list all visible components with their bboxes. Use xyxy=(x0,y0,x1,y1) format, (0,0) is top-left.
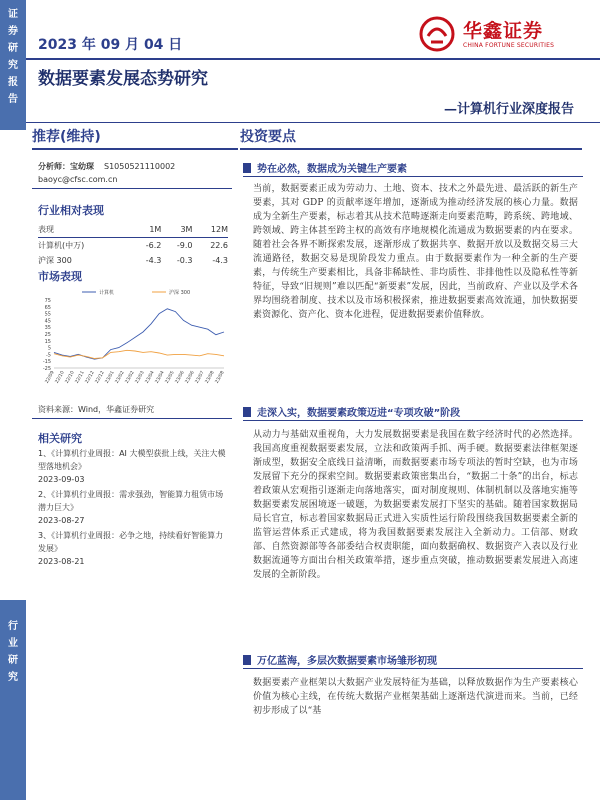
analyst-cert: S1050521110002 xyxy=(104,162,176,171)
point-heading-3: 万亿蓝海，多层次数据要素市场雏形初现 xyxy=(243,652,437,667)
legend-label: 计算机 xyxy=(99,290,115,296)
performance-table xyxy=(38,222,228,268)
x-tick-label: 23/03 xyxy=(134,370,146,385)
point-heading-1: 势在必然，数据成为关键生产要素 xyxy=(243,160,407,175)
side-label-top: 证 券 研 究 报 告 xyxy=(8,9,18,105)
table-cell: -4.3 xyxy=(212,256,228,265)
bullet-square-icon xyxy=(243,655,251,665)
table-cell: 沪深 300 xyxy=(38,256,72,265)
logo-text-cn: 华鑫证券 xyxy=(463,20,544,42)
market-title: 市场表现 xyxy=(38,270,82,283)
report-date: 2023 年 09 月 04 日 xyxy=(38,37,183,53)
related-item-date: 2023-08-21 xyxy=(38,557,85,566)
table-cell: -4.3 xyxy=(145,256,162,265)
col-header: 3M xyxy=(161,222,192,238)
x-tick-label: 23/01 xyxy=(104,370,116,385)
y-tick-label: 35 xyxy=(44,325,51,332)
bullet-square-icon xyxy=(243,163,251,173)
related-item[interactable] xyxy=(38,447,228,486)
table-cell: -0.3 xyxy=(176,256,193,265)
related-item-date: 2023-08-27 xyxy=(38,516,85,525)
legend-label: 沪深 300 xyxy=(169,290,191,296)
table-cell: 22.6 xyxy=(210,241,228,250)
table-cell: -6.2 xyxy=(145,241,162,250)
invest-title: 投资要点 xyxy=(240,129,296,145)
y-tick-label: 25 xyxy=(44,332,51,338)
related-title: 相关研究 xyxy=(38,432,82,445)
rating-underline xyxy=(32,148,238,150)
x-tick-label: 22/12 xyxy=(84,370,96,385)
point-body-2: 从动力与基础双重视角，大力发展数据要素是我国在数字经济时代的必然选择。我国高度重视数据要素发展，立法和政策两手抓、两手硬。数据要素法律框架逐渐成型，数据安全底线日益清晰，而数据要素市场专项法的暂时空缺，也为市场发展留下充分的探索空间。数据要素政策密集出台，“数据二十条”的出台，标志着政策从宏观指引逐渐走向落地落实，面对制度规则、体制机制以及落地实施等数据要素发展困境逐一破题，为数据要素发展打下坚实的基础。随着国家数据局局长官宣，标志着国家数据局正式进入实质性运行阶段围绕我国数据要素全新的监管运营体系正式建成，将为我国数据要素发展注入全新动力。工信部、财政部、自然资源部等各部委结合权责职能，面向数据确权、数据资产入表以及行业数据流通等方面出台相关政策举措，逐步重点突破，推动数据要素发展进入高速发展的全新阶段。 xyxy=(253,430,578,580)
analyst-name: 分析师：宝幼琛 xyxy=(38,162,94,171)
table-row xyxy=(38,253,228,268)
col-header: 1M xyxy=(130,222,161,238)
analyst-email[interactable]: baoyc@cfsc.com.cn xyxy=(38,175,118,184)
x-tick-label: 23/04 xyxy=(144,370,156,385)
y-tick-label: 75 xyxy=(44,298,51,304)
col-header: 表现 xyxy=(38,222,130,238)
related-list xyxy=(38,447,228,570)
x-tick-label: 23/06 xyxy=(174,370,186,385)
y-tick-label: 65 xyxy=(44,304,51,311)
chart-divider xyxy=(32,418,232,419)
x-tick-label: 22/09 xyxy=(44,370,56,385)
col-header: 12M xyxy=(192,222,228,238)
table-row xyxy=(38,238,228,254)
market-chart xyxy=(32,286,232,401)
related-item-text[interactable]: 1、《计算机行业周报：AI 大模型获批上线，关注大模型落地机会》 xyxy=(38,449,226,471)
header-divider xyxy=(26,58,600,60)
y-tick-label: 45 xyxy=(44,318,51,325)
x-tick-label: 23/02 xyxy=(114,370,126,385)
analyst-info xyxy=(38,160,228,186)
logo-text-en: CHINA FORTUNE SECURITIES xyxy=(463,42,555,49)
invest-underline xyxy=(240,148,582,150)
y-tick-label: 15 xyxy=(44,338,51,345)
performance-title: 行业相对表现 xyxy=(38,204,104,217)
x-tick-label: 22/11 xyxy=(74,370,86,385)
x-tick-label: 23/02 xyxy=(124,370,136,385)
x-tick-label: 23/08 xyxy=(204,370,216,385)
point-heading-line xyxy=(243,420,583,421)
point-body-1: 当前，数据要素正成为劳动力、土地、资本、技术之外最先进、最活跃的新生产要素，其对 GDP 的贡献率逐年增加，逐渐成为推动经济发展的核心力量。数据成为全新生产要素，标志着其从技术范畴逐渐走向要素范畴，跨系统、跨地域、跨领域、跨主体甚至跨主权的高效有序地规模化流通成为数据要素的内在要求。随着社会各界不断探索发展，逐渐形成了数据共享、数据开放以及数据交易三大流通路径，数据交易是现阶段发力重点。由于数据要素作为一种全新的生产要素，与传统生产要素相比，具备非稀缺性、非均质性、非排他性以及隐私性等新特征，导致“旧规则”难以匹配“新要素”发展，因此，当前政府、产业以及学术各界均围绕着制度、技术以及市场积极探索，推进数据要素高效流通，加快数据要素资源化、资产化、资本化进程，促进数据要素价值释放。 xyxy=(253,184,578,320)
x-tick-label: 23/06 xyxy=(184,370,196,385)
point-heading-line xyxy=(243,668,583,669)
report-subtitle: —计算机行业深度报告 xyxy=(443,102,574,117)
point-body-3: 数据要素产业框架以大数据产业发展特征为基础，以释放数据作为生产要素核心价值为核心主线，在传统大数据产业框架基础上逐渐迭代演进而来。当前，已经初步形成了以“基 xyxy=(253,678,578,716)
x-tick-label: 23/05 xyxy=(164,370,176,385)
y-tick-label: -15 xyxy=(42,359,51,366)
related-item[interactable] xyxy=(38,529,228,568)
point-heading-2: 走深入实，数据要素政策迈进“专项攻破”阶段 xyxy=(243,404,460,419)
related-item-text[interactable]: 3、《计算机行业周报：必争之地，持续看好智能算力发展》 xyxy=(38,531,224,553)
bullet-square-icon xyxy=(243,407,251,417)
x-tick-label: 23/08 xyxy=(214,370,226,385)
company-logo xyxy=(419,14,584,54)
table-cell: 计算机(中万) xyxy=(38,241,85,250)
analyst-divider xyxy=(32,188,232,189)
related-item[interactable] xyxy=(38,488,228,527)
rating: 推荐(维持) xyxy=(32,129,101,145)
y-tick-label: 55 xyxy=(44,311,51,318)
logo-mark-icon xyxy=(419,16,455,52)
side-label-bottom: 行 业 研 究 xyxy=(8,621,18,683)
report-title: 数据要素发展态势研究 xyxy=(38,69,208,89)
chart-source: 资料来源：Wind，华鑫证券研究 xyxy=(38,405,155,414)
related-item-text[interactable]: 2、《计算机行业周报：需求强劲，智能算力租赁市场潜力巨大》 xyxy=(38,490,224,512)
point-heading-line xyxy=(243,176,583,177)
x-tick-label: 23/04 xyxy=(154,370,166,385)
table-cell: -9.0 xyxy=(176,241,193,250)
x-tick-label: 23/07 xyxy=(194,370,206,385)
x-tick-label: 22/12 xyxy=(94,370,106,385)
related-item-date: 2023-09-03 xyxy=(38,475,85,484)
y-tick-label: 5 xyxy=(47,345,51,352)
y-tick-label: -5 xyxy=(46,352,51,359)
table-header-row xyxy=(38,222,228,238)
title-divider xyxy=(26,122,600,123)
x-tick-label: 22/10 xyxy=(54,370,66,385)
y-tick-label: -25 xyxy=(42,366,51,372)
x-tick-label: 22/10 xyxy=(64,370,76,385)
